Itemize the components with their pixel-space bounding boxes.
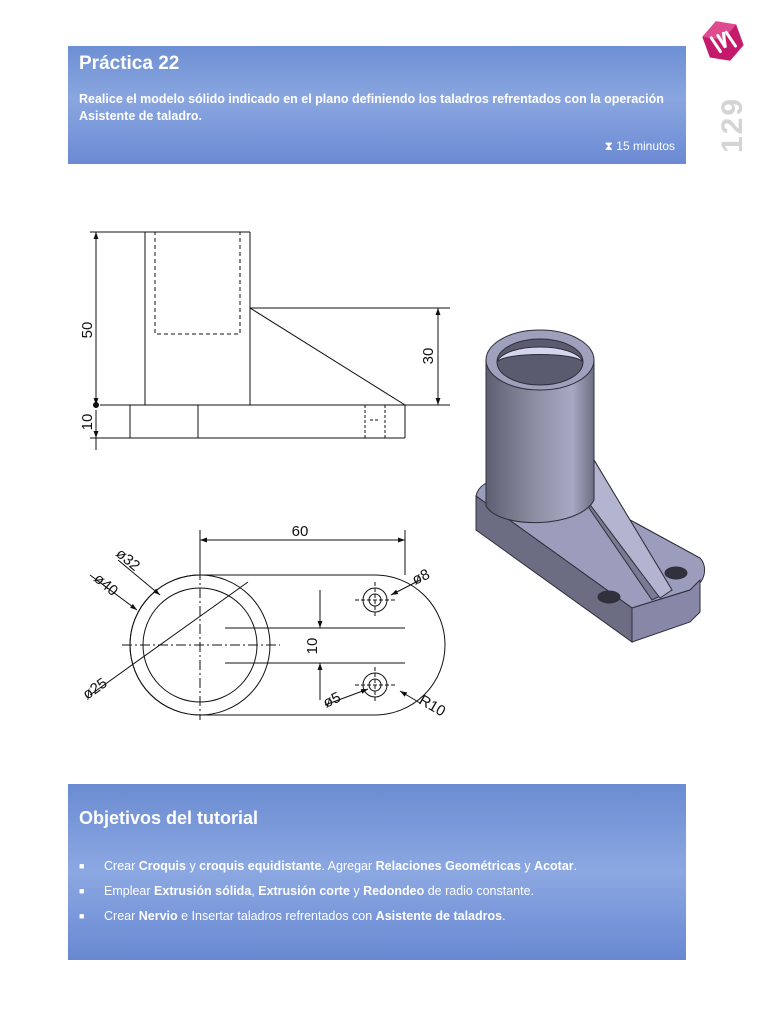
objective-text: . bbox=[502, 909, 506, 923]
objective-text: . bbox=[573, 859, 578, 873]
objective-text: Acotar bbox=[534, 859, 574, 873]
objective-text: . Agregar bbox=[321, 859, 376, 873]
technical-drawing bbox=[60, 210, 720, 730]
isometric-3d-view bbox=[476, 330, 705, 642]
dim-d5: ø5 bbox=[320, 688, 344, 712]
objective-text: y bbox=[349, 884, 364, 898]
objective-item: ■ Emplear Extrusión sólida, Extrusión corte y Redondeo de radio constante. bbox=[79, 884, 535, 898]
objective-text: croquis equidistante bbox=[199, 859, 322, 873]
dim-rib-height: 30 bbox=[420, 347, 437, 365]
time-estimate bbox=[605, 139, 675, 154]
objective-text: Asistente de taladros bbox=[375, 909, 503, 923]
objective-item: ■ Crear Croquis y croquis equidistante. Agregar Relaciones Geométricas y Acotar. bbox=[79, 859, 578, 873]
dim-spacing: 10 bbox=[304, 637, 321, 655]
objective-text: Emplear bbox=[104, 884, 155, 898]
objective-text: Nervio bbox=[138, 909, 178, 923]
objective-text: Extrusión sólida bbox=[154, 884, 252, 898]
dim-d25: ø25 bbox=[79, 674, 111, 704]
objective-item: ■ Crear Nervio e Insertar taladros refrentados con Asistente de taladros. bbox=[79, 909, 506, 923]
solidworks-logo-icon bbox=[699, 17, 747, 65]
objective-text: Croquis bbox=[138, 859, 186, 873]
objectives-list bbox=[79, 854, 577, 929]
practice-header bbox=[68, 46, 686, 164]
objective-text: Extrusión corte bbox=[258, 884, 350, 898]
objective-text: y bbox=[185, 859, 200, 873]
practice-title: Práctica 22 bbox=[79, 53, 180, 74]
dim-d40: ø40 bbox=[90, 570, 122, 600]
dim-length: 60 bbox=[291, 523, 309, 540]
objective-text: Crear bbox=[104, 859, 139, 873]
dim-d32: ø32 bbox=[112, 545, 144, 575]
dim-height-total: 50 bbox=[79, 321, 96, 339]
front-view bbox=[90, 232, 450, 450]
hourglass-icon: ⧗ bbox=[604, 139, 613, 153]
objective-text: e Insertar taladros refrentados con bbox=[177, 909, 376, 923]
dim-r10: R10 bbox=[416, 691, 449, 721]
time-text: 15 minutos bbox=[616, 139, 675, 153]
page-number: 129 bbox=[716, 96, 749, 154]
dim-base-height: 10 bbox=[79, 413, 96, 431]
objective-text: Crear bbox=[104, 909, 139, 923]
objective-text: Redondeo bbox=[363, 884, 425, 898]
top-view bbox=[90, 530, 445, 720]
objective-text: , bbox=[251, 884, 259, 898]
dim-d8: ø8 bbox=[409, 565, 433, 589]
objective-text: de radio constante. bbox=[424, 884, 535, 898]
objectives-title: Objetivos del tutorial bbox=[79, 808, 259, 828]
objective-text: y bbox=[520, 859, 535, 873]
objective-text: Relaciones Geométricas bbox=[375, 859, 521, 873]
objectives-box bbox=[68, 784, 686, 960]
practice-description: Realice el modelo sólido indicado en el plano definiendo los taladros refrentados con la operación Asistente de taladro. bbox=[79, 92, 664, 123]
